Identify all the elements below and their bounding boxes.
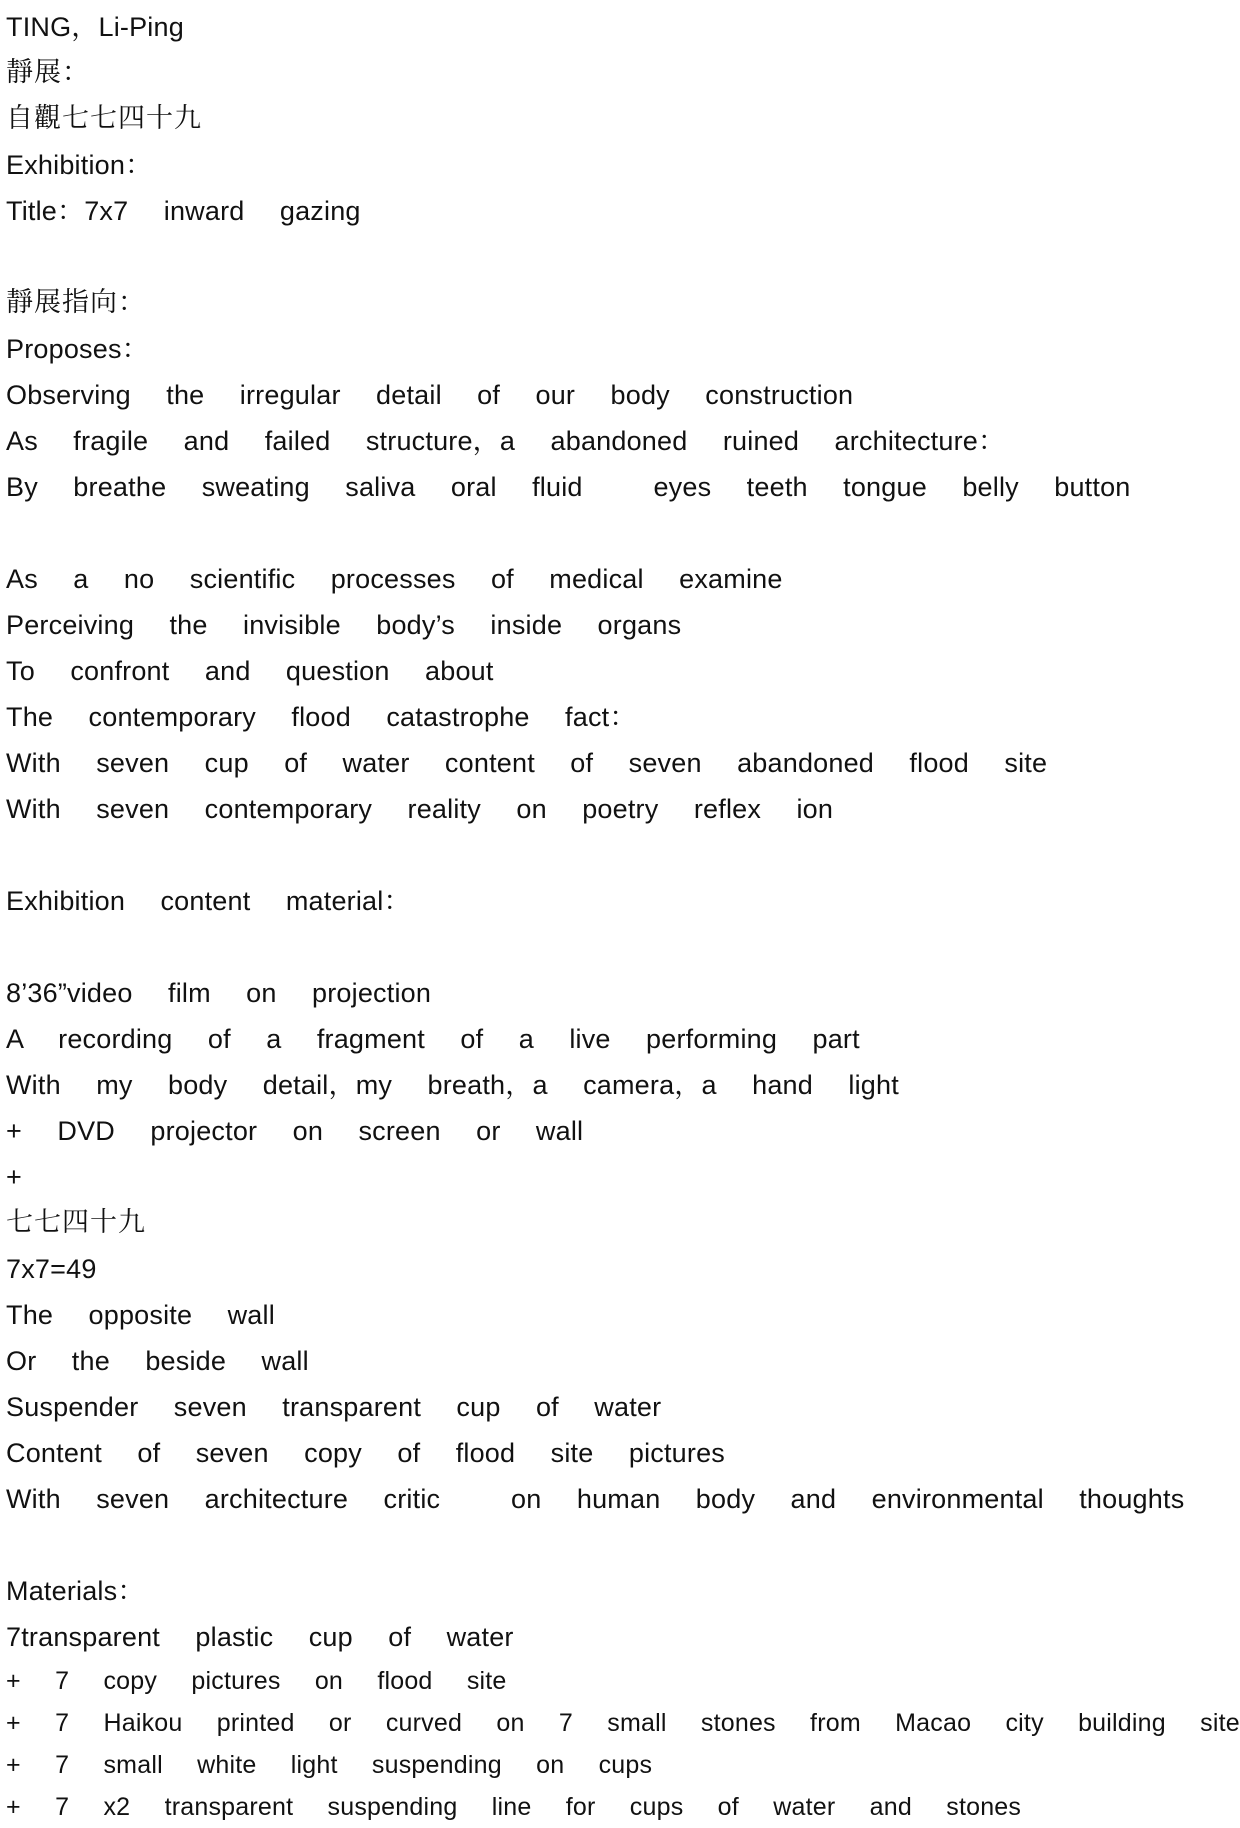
text-line: As fragile and failed structure，a abandoned ruined architecture： [6,426,1006,456]
text-line: Observing the irregular detail of our body construction [6,380,854,410]
blank-line [6,510,1096,556]
blank-line [6,832,1096,878]
content-material-heading: Exhibition content material： [6,886,411,916]
materials-item: + 7 copy pictures on flood site [6,1667,507,1695]
blank-line [6,924,1096,970]
text-line: With seven contemporary reality on poetry reflex ion [6,794,834,824]
blank-line [6,1522,1096,1568]
text-line: With seven cup of water content of seven abandoned flood site [6,748,1048,778]
materials-item: 7transparent plastic cup of water [6,1622,514,1652]
materials-heading: Materials： [6,1576,145,1606]
author-name: TING，Li-Ping [6,12,184,42]
text-line: + DVD projector on screen or wall [6,1116,584,1146]
text-line: With my body detail，my breath，a camera，a hand light [6,1070,899,1100]
text-line: Suspender seven transparent cup of water [6,1392,662,1422]
exhibition-title-zh: 自觀七七四十九 [6,103,202,134]
text-line: 7x7=49 [6,1254,97,1284]
document-body [6,4,1240,1828]
text-line: The opposite wall [6,1300,275,1330]
proposes-label-zh: 靜展指向： [6,287,146,318]
exhibition-title: Title：7x7 inward gazing [6,196,361,226]
text-line: Perceiving the invisible body’s inside organs [6,610,682,640]
text-line: The contemporary flood catastrophe fact： [6,702,637,732]
text-line: A recording of a fragment of a live performing part [6,1024,860,1054]
proposes-label: Proposes： [6,334,149,364]
text-line: Content of seven copy of flood site pictures [6,1438,726,1468]
text-line: 8’36”video film on projection [6,978,432,1008]
materials-item: + 7 Haikou printed or curved on 7 small stones from Macao city building site [6,1709,1240,1737]
text-line: With seven architecture critic on human body and environmental thoughts [6,1484,1185,1514]
text-line: As a no scientific processes of medical examine [6,564,783,594]
text-line: + [6,1162,22,1192]
blank-line [6,234,1096,280]
text-line: To confront and question about [6,656,494,686]
exhibition-label: Exhibition： [6,150,153,180]
materials-item: + 7 small white light suspending on cups [6,1751,653,1779]
exhibition-label-zh: 靜展： [6,57,90,88]
text-line: Or the beside wall [6,1346,309,1376]
materials-item: + 7 x2 transparent suspending line for cups of water and stones [6,1793,1022,1821]
text-line: By breathe sweating saliva oral fluid eyes teeth tongue belly button [6,472,1131,502]
text-line-zh: 七七四十九 [6,1207,146,1238]
